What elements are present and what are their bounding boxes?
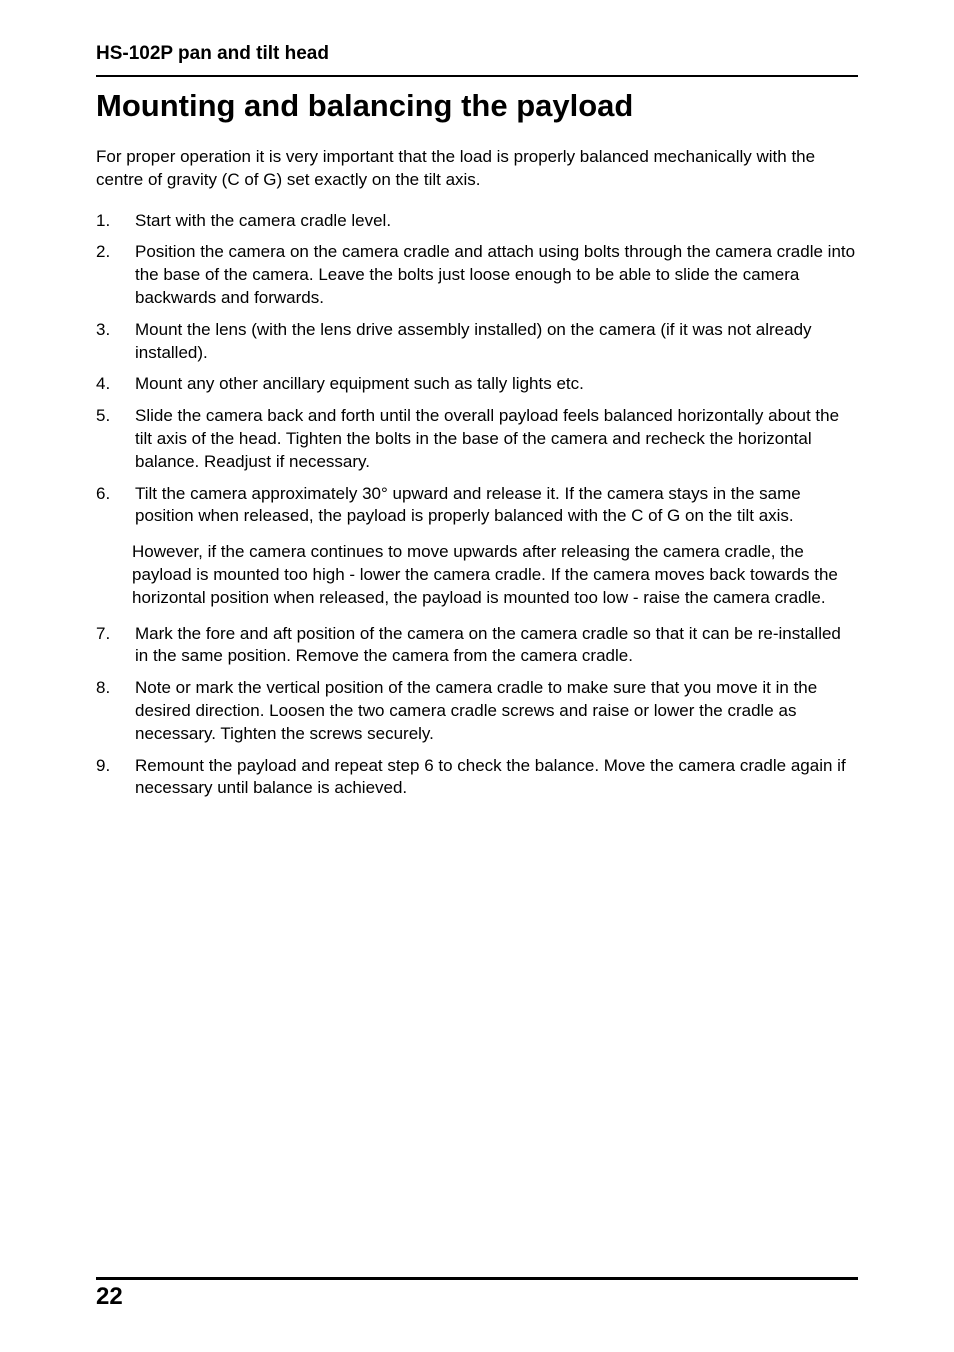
footer-rule	[96, 1277, 858, 1280]
step-text: Mount any other ancillary equipment such as tally lights etc.	[135, 374, 584, 394]
step-text: Note or mark the vertical position of the camera cradle to make sure that you move it in the desired direction. Loosen the two camera cradle screws and raise or lower the cradle as necessary. Tighten the screws securely.	[135, 678, 818, 743]
step-text: Position the camera on the camera cradle and attach using bolts through the camera cradle into the base of the camera. Leave the bolts just loose enough to be able to slide the camera backwards and forwards.	[135, 242, 856, 307]
list-item	[96, 319, 858, 365]
steps-list	[96, 210, 858, 529]
list-item	[96, 373, 858, 396]
page-title: Mounting and balancing the payload	[96, 88, 634, 123]
header-rule	[96, 75, 858, 77]
step-number: 4.	[96, 374, 111, 394]
step-number: 5.	[96, 406, 111, 426]
content-body	[96, 146, 858, 809]
step-text: Remount the payload and repeat step 6 to check the balance. Move the camera cradle again if necessary until balance is achieved.	[135, 755, 846, 798]
step-number: 9.	[96, 755, 111, 775]
list-item	[96, 755, 858, 801]
step-text: Slide the camera back and forth until the overall payload feels balanced horizontally about the tilt axis of the head. Tighten the bolts in the base of the camera and recheck the horizontal balance. Readjust if necessary.	[135, 406, 840, 471]
list-item	[96, 405, 858, 473]
list-item	[96, 241, 858, 309]
step-number: 1.	[96, 210, 111, 230]
step-text: Mount the lens (with the lens drive assembly installed) on the camera (if it was not already installed).	[135, 319, 812, 362]
intro-paragraph: For proper operation it is very important that the load is properly balanced mechanically with the centre of gravity (C of G) set exactly on the tilt axis.	[96, 147, 816, 189]
page-number: 22	[96, 1283, 123, 1310]
document-page	[96, 0, 858, 1352]
step-number: 2.	[96, 242, 111, 262]
step-number: 8.	[96, 678, 111, 698]
step-number: 7.	[96, 623, 111, 643]
list-item	[96, 210, 858, 233]
step-6-note: However, if the camera continues to move upwards after releasing the camera cradle, the payload is mounted too high - lower the camera cradle. If the camera moves back towards the horizontal position when released, the payload is mounted too low - raise the camera cradle.	[132, 542, 838, 607]
step-text: Tilt the camera approximately 30° upward and release it. If the camera stays in the same position when released, the payload is properly balanced with the C of G on the tilt axis.	[135, 483, 801, 526]
list-item	[96, 623, 858, 669]
step-number: 6.	[96, 483, 111, 503]
steps-list-continued	[96, 623, 858, 801]
step-text: Mark the fore and aft position of the camera on the camera cradle so that it can be re-installed in the same position. Remove the camera from the camera cradle.	[135, 623, 841, 666]
list-item	[96, 483, 858, 529]
step-number: 3.	[96, 319, 111, 339]
step-text: Start with the camera cradle level.	[135, 210, 392, 230]
running-header: HS-102P pan and tilt head	[96, 43, 329, 64]
list-item	[96, 677, 858, 745]
